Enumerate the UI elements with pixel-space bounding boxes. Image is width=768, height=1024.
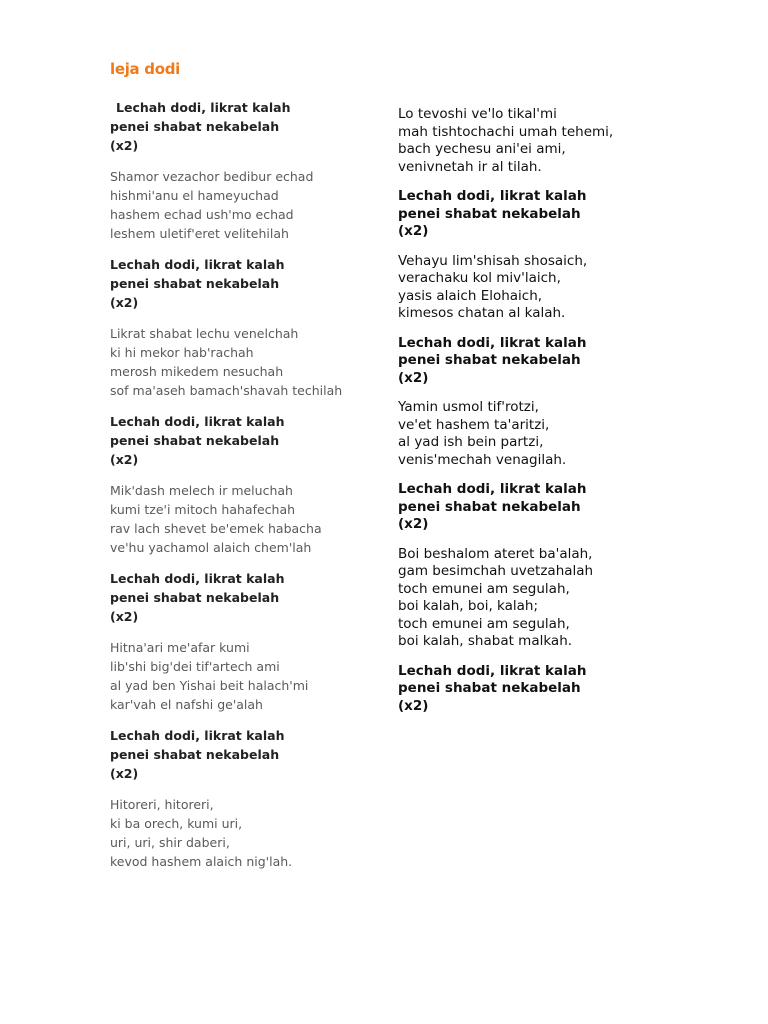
chorus-block [398,481,718,534]
lyric-line: Boi beshalom ateret ba'alah, [398,545,593,562]
lyric-line: kimesos chatan al kalah. [398,305,566,321]
lyric-line: toch emunei am segulah, [398,615,570,632]
lyric-line: bach yechesu ani'ei ami, [398,141,566,157]
lyric-line: penei shabat nekabelah [398,205,581,222]
lyric-line: ve'hu yachamol alaich chem'lah [110,540,312,555]
lyric-line: Lechah dodi, likrat kalah [398,662,587,679]
lyric-line: leshem uletif'eret velitehilah [110,226,289,241]
lyric-line: (x2) [110,609,139,624]
lyric-line: ki hi mekor hab'rachah [110,345,254,360]
verse-block [110,638,390,714]
chorus-block [398,335,718,388]
verse-block [110,795,390,871]
lyric-line: verachaku kol miv'laich, [398,270,561,286]
lyric-line: Lechah dodi, likrat kalah [398,188,587,204]
lyric-line: al yad ben Yishai beit halach'mi [110,678,309,693]
lyric-line: boi kalah, boi, kalah; [398,598,539,614]
verse-block [398,546,718,651]
lyric-line: Lo tevoshi ve'lo tikal'mi [398,106,557,122]
lyric-line: mah tishtochachi umah tehemi, [398,123,614,140]
right-lyrics-column [398,106,718,727]
lyric-line: Shamor vezachor bedibur echad [110,169,314,184]
lyric-line: Lechah dodi, likrat kalah [116,100,291,115]
verse-block [110,324,390,400]
lyric-line: kar'vah el nafshi ge'alah [110,697,263,712]
verse-block [398,399,718,469]
verse-block [398,106,718,176]
lyric-line: Lechah dodi, likrat kalah [110,414,285,429]
lyric-line: penei shabat nekabelah [398,352,581,368]
lyric-line: rav lach shevet be'emek habacha [110,521,322,536]
lyric-line: Lechah dodi, likrat kalah [110,728,285,743]
lyric-line: kumi tze'i mitoch hahafechah [110,502,296,517]
lyric-line: hishmi'anu el hameyuchad [110,188,279,203]
lyric-line: penei shabat nekabelah [110,119,280,134]
lyric-line: hashem echad ush'mo echad [110,207,294,222]
verse-block [110,481,390,557]
lyric-line: sof ma'aseh bamach'shavah techilah [110,383,343,398]
lyric-line: (x2) [110,452,139,467]
lyric-line: Lechah dodi, likrat kalah [398,334,587,351]
lyric-line: Likrat shabat lechu venelchah [110,326,299,341]
chorus-block [398,188,718,241]
chorus-block [398,663,718,716]
lyric-line: penei shabat nekabelah [398,498,581,515]
verse-block [110,167,390,243]
lyric-line: (x2) [398,516,429,532]
lyric-line: ki ba orech, kumi uri, [110,816,243,831]
chorus-block [110,98,390,155]
lyric-line: al yad ish bein partzi, [398,434,544,450]
lyric-line: penei shabat nekabelah [110,433,280,448]
lyric-line: (x2) [110,138,139,153]
lyric-line: lib'shi big'dei tif'artech ami [110,659,280,674]
lyric-line: (x2) [110,766,139,781]
lyric-line: (x2) [110,295,139,310]
lyric-line: Hitna'ari me'afar kumi [110,640,250,655]
lyric-line: kevod hashem alaich nig'lah. [110,854,293,869]
lyric-line: penei shabat nekabelah [110,747,280,762]
lyric-line: boi kalah, shabat malkah. [398,633,573,649]
lyric-line: Lechah dodi, likrat kalah [398,481,587,497]
lyric-line: gam besimchah uvetzahalah [398,563,594,579]
lyric-line: (x2) [398,369,429,386]
lyric-line: toch emunei am segulah, [398,580,570,597]
lyric-line: penei shabat nekabelah [398,680,581,696]
left-lyrics-column [110,98,390,883]
lyric-line: venis'mechah venagilah. [398,451,567,468]
lyric-line: uri, uri, shir daberi, [110,835,230,850]
lyric-line: (x2) [398,697,429,714]
lyric-line: Yamin usmol tif'rotzi, [398,399,539,415]
lyric-line: penei shabat nekabelah [110,276,280,291]
song-title: leja dodi [110,60,181,78]
chorus-block [110,569,390,626]
lyric-line: Vehayu lim'shisah shosaich, [398,252,588,269]
lyric-line: Hitoreri, hitoreri, [110,797,214,812]
lyric-line: Lechah dodi, likrat kalah [110,571,285,586]
lyric-line: penei shabat nekabelah [110,590,280,605]
lyric-line: Lechah dodi, likrat kalah [110,257,285,272]
chorus-block [110,726,390,783]
verse-block [398,253,718,323]
chorus-block [110,255,390,312]
chorus-block [110,412,390,469]
lyric-line: merosh mikedem nesuchah [110,364,284,379]
lyric-line: yasis alaich Elohaich, [398,287,543,304]
lyric-line: (x2) [398,223,429,239]
lyric-line: venivnetah ir al tilah. [398,158,542,175]
lyric-line: Mik'dash melech ir meluchah [110,483,293,498]
lyric-line: ve'et hashem ta'aritzi, [398,416,550,433]
